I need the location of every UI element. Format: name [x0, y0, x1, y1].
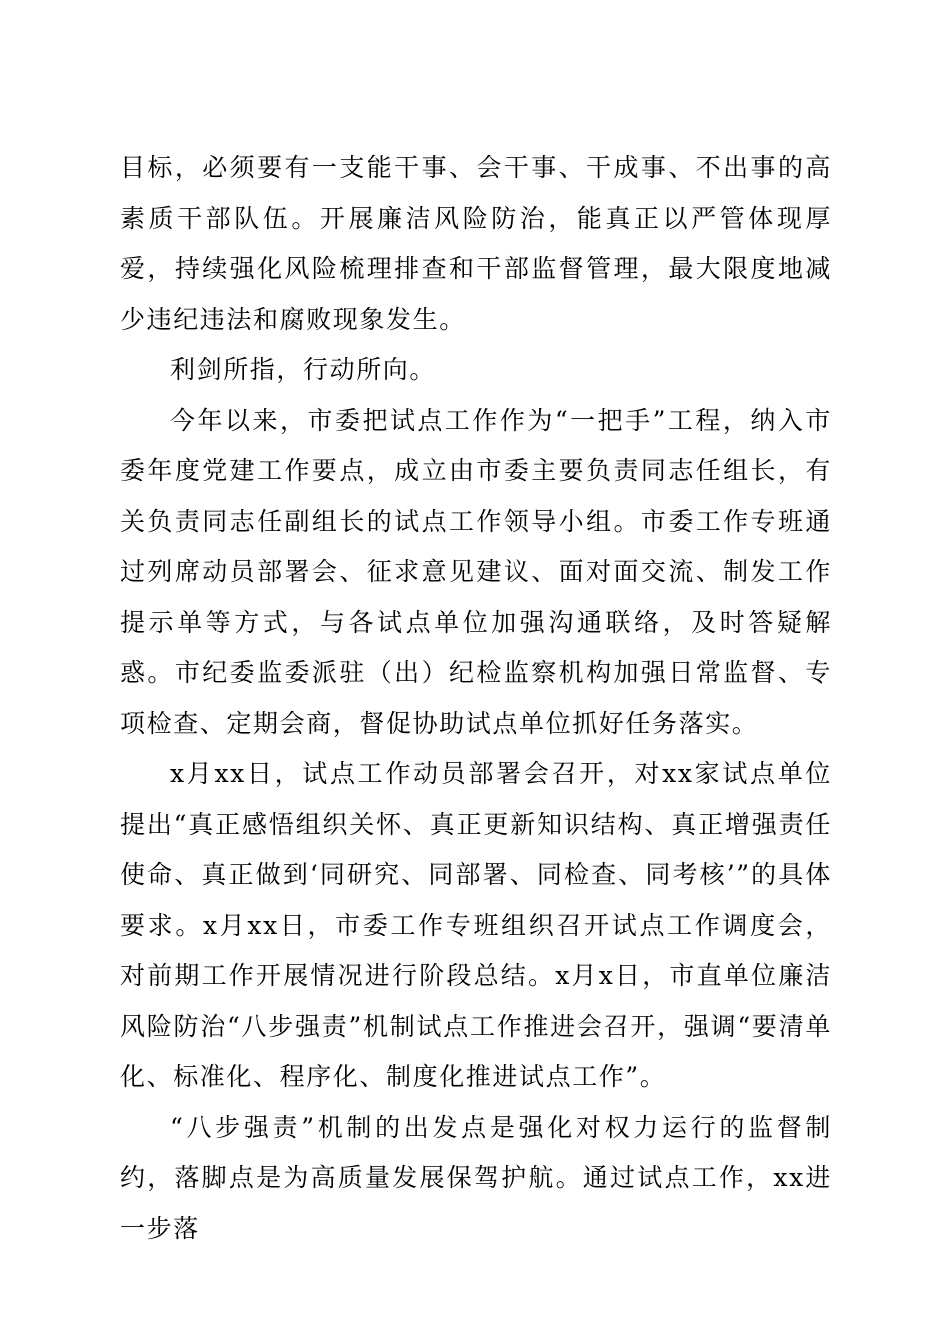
- paragraph-mechanism-purpose: “八步强责”机制的出发点是强化对权力运行的监督制约，落脚点是为高质量发展保驾护航。通过试点工作，xx进一步落: [120, 1112, 832, 1243]
- paragraph-continued: 目标，必须要有一支能干事、会干事、干成事、不出事的高素质干部队伍。开展廉洁风险防治，能真正以严管体现厚爱，持续强化风险梳理排查和干部监督管理，最大限度地减少违纪违法和腐败现象发生。: [120, 153, 832, 334]
- paragraph-work-arrangement: 今年以来，市委把试点工作作为“一把手”工程，纳入市委年度党建工作要点，成立由市委主要负责同志任组长，有关负责同志任副组长的试点工作领导小组。市委工作专班通过列席动员部署会、征求意见建议、面对面交流、制发工作提示单等方式，与各试点单位加强沟通联络，及时答疑解惑。市纪委监委派驻（出）纪检监察机构加强日常监督、专项检查、定期会商，督促协助试点单位抓好任务落实。: [120, 405, 832, 738]
- paragraph-subheading: 利剑所指，行动所向。: [170, 355, 437, 384]
- document-body: [120, 143, 832, 1254]
- paragraph-meeting-timeline: x月xx日，试点工作动员部署会召开，对xx家试点单位提出“真正感悟组织关怀、真正更新知识结构、真正增强责任使命、真正做到‘同研究、同部署、同检查、同考核’”的具体要求。x月xx日，市委工作专班组织召开试点工作调度会，对前期工作开展情况进行阶段总结。x月x日，市直单位廉洁风险防治“八步强责”机制试点工作推进会召开，强调“要清单化、标准化、程序化、制度化推进试点工作”。: [120, 759, 832, 1091]
